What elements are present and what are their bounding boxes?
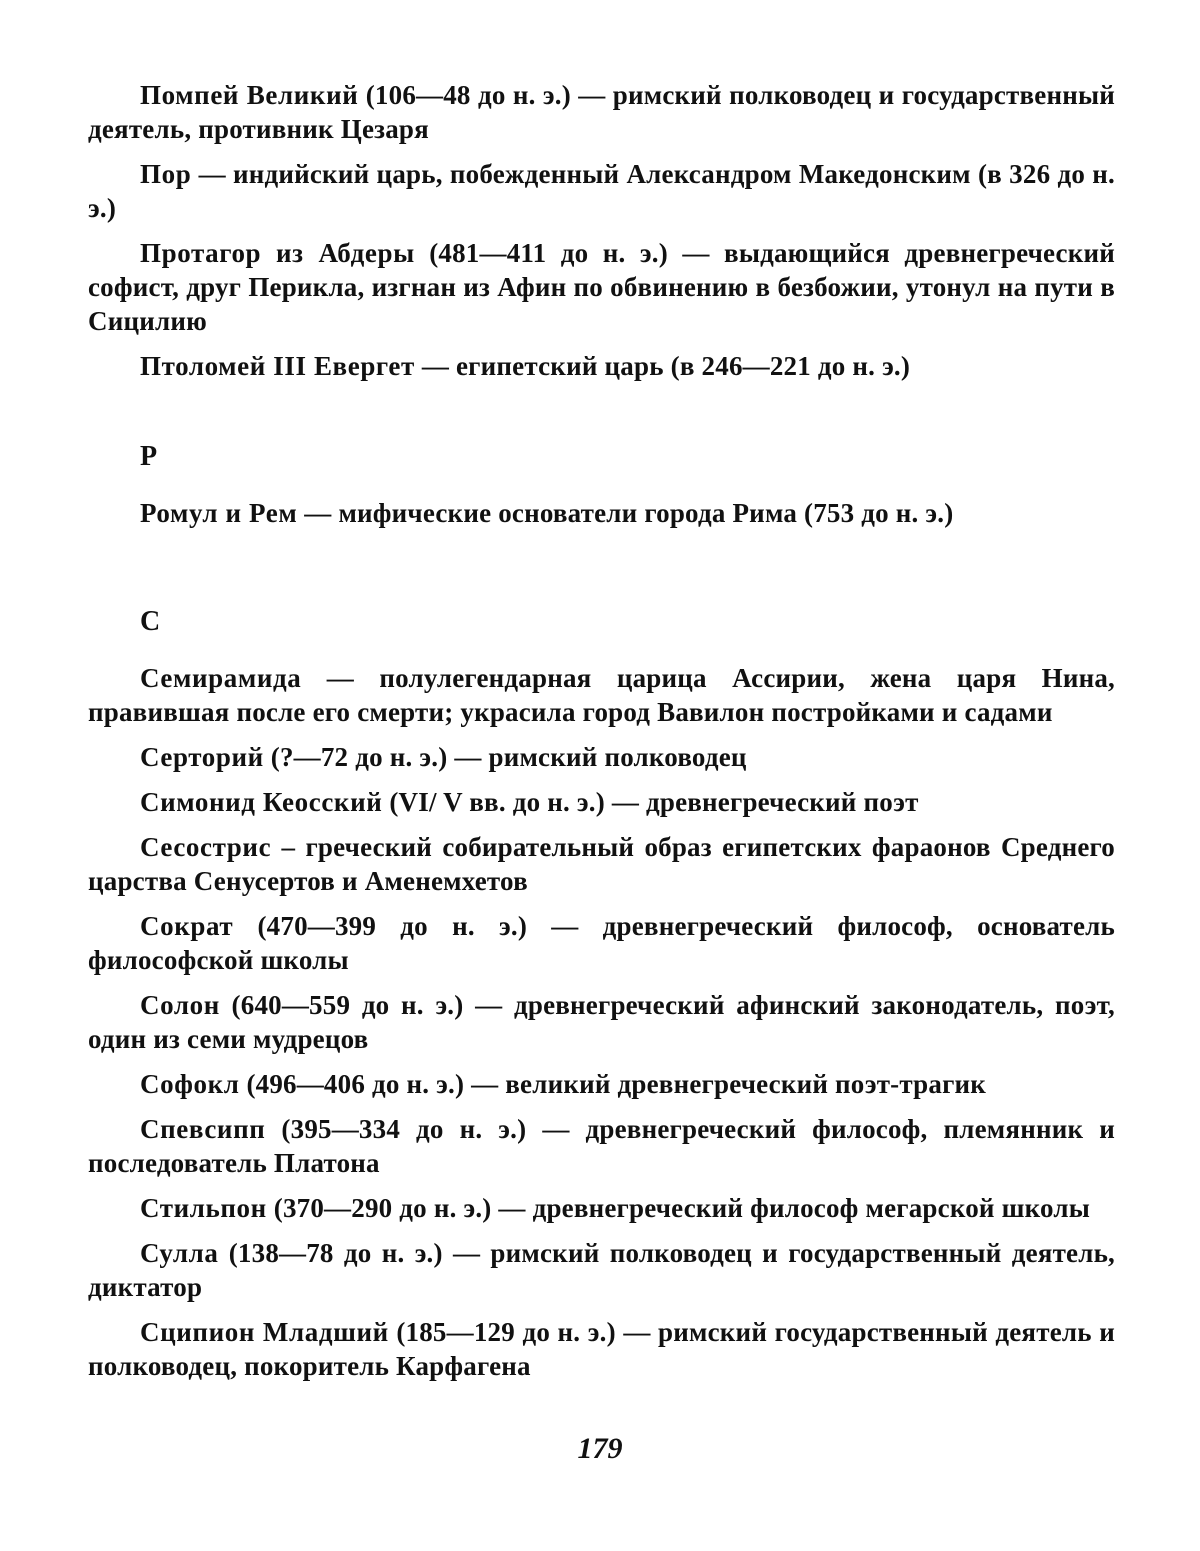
entry-desc: (185—129 до н. э.) — римский государственный деятель и полководец, покоритель Карфагена [88, 1317, 1115, 1381]
entry-name: Ромул и Рем [140, 498, 298, 528]
entry-desc: — полулегендарная царица Ассирии, жена царя Нина, правившая после его смерти; украсила город Вавилон постройками и садами [88, 663, 1115, 727]
page-number: 179 [577, 1432, 623, 1465]
entry-por [88, 157, 1115, 225]
entry-name: Сократ [140, 911, 234, 941]
entry-scipio [88, 1315, 1115, 1383]
entry-name: Сулла [140, 1238, 219, 1268]
entry-semiramis [88, 661, 1115, 729]
entry-name: Стильпон [140, 1193, 267, 1223]
entry-desc: (470—399 до н. э.) — древнегреческий философ, основатель философской школы [88, 911, 1115, 975]
entry-desc: (106—48 до н. э.) — римский полководец и государственный деятель, противник Цезаря [88, 80, 1116, 144]
entry-desc: (138—78 до н. э.) — римский полководец и государственный деятель, диктатор [88, 1238, 1115, 1302]
entry-romulus-remus [88, 496, 1115, 530]
entry-name: Симонид Кеосский [140, 787, 383, 817]
entry-socrates [88, 909, 1115, 977]
entry-sesostris [88, 830, 1115, 898]
entry-name: Помпей Великий [140, 80, 359, 110]
entry-sophocles [88, 1067, 1115, 1101]
entry-name: Птоломей III Евергет [140, 351, 415, 381]
entry-desc: (481—411 до н. э.) — выдающийся древнегреческий софист, друг Перикла, изгнан из Афин по обвинению в безбожии, утонул на пути в Сицилию [88, 238, 1115, 336]
entry-name: Спевсипп [140, 1114, 266, 1144]
entry-solon [88, 988, 1115, 1056]
entry-name: Семирамида [140, 663, 302, 693]
document-page [88, 78, 1115, 1394]
entry-name: Серторий [140, 742, 264, 772]
entry-simonides [88, 785, 1115, 819]
entry-speusippus [88, 1112, 1115, 1180]
entry-name: Сципион Младший [140, 1317, 389, 1347]
entry-name: Сесострис [140, 832, 272, 862]
entry-name: Протагор из Абдеры [140, 238, 415, 268]
entry-desc: (370—290 до н. э.) — древнегреческий философ мегарской школы [273, 1193, 1091, 1223]
entry-desc: – греческий собирательный образ египетских фараонов Среднего царства Сенусертов и Аменемхетов [88, 832, 1116, 896]
entry-pompey [88, 78, 1115, 146]
entry-name: Софокл [140, 1069, 240, 1099]
entry-name: Пор [140, 159, 192, 189]
section-letter-s: С [140, 606, 161, 637]
entry-desc: (395—334 до н. э.) — древнегреческий философ, племянник и последователь Платона [88, 1114, 1115, 1178]
entry-desc: — египетский царь (в 246—221 до н. э.) [421, 351, 911, 381]
entry-desc: (VI/ V вв. до н. э.) — древнегреческий поэт [389, 787, 919, 817]
entry-stilpo [88, 1191, 1115, 1225]
entry-desc: — индийский царь, побежденный Александром Македонским (в 326 до н. э.) [88, 159, 1115, 223]
entry-name: Солон [140, 990, 220, 1020]
entry-desc: — мифические основатели города Рима (753 до н. э.) [304, 498, 954, 528]
entry-protagoras [88, 236, 1115, 338]
entry-desc: (640—559 до н. э.) — древнегреческий афинский законодатель, поэт, один из семи мудрецов [88, 990, 1116, 1054]
entry-desc: (496—406 до н. э.) — великий древнегреческий поэт-трагик [246, 1069, 987, 1099]
entry-desc: (?—72 до н. э.) — римский полководец [270, 742, 747, 772]
section-letter-r: Р [140, 441, 158, 472]
entry-ptolemy [88, 349, 1115, 383]
entry-sulla [88, 1236, 1115, 1304]
entry-sertorius [88, 740, 1115, 774]
